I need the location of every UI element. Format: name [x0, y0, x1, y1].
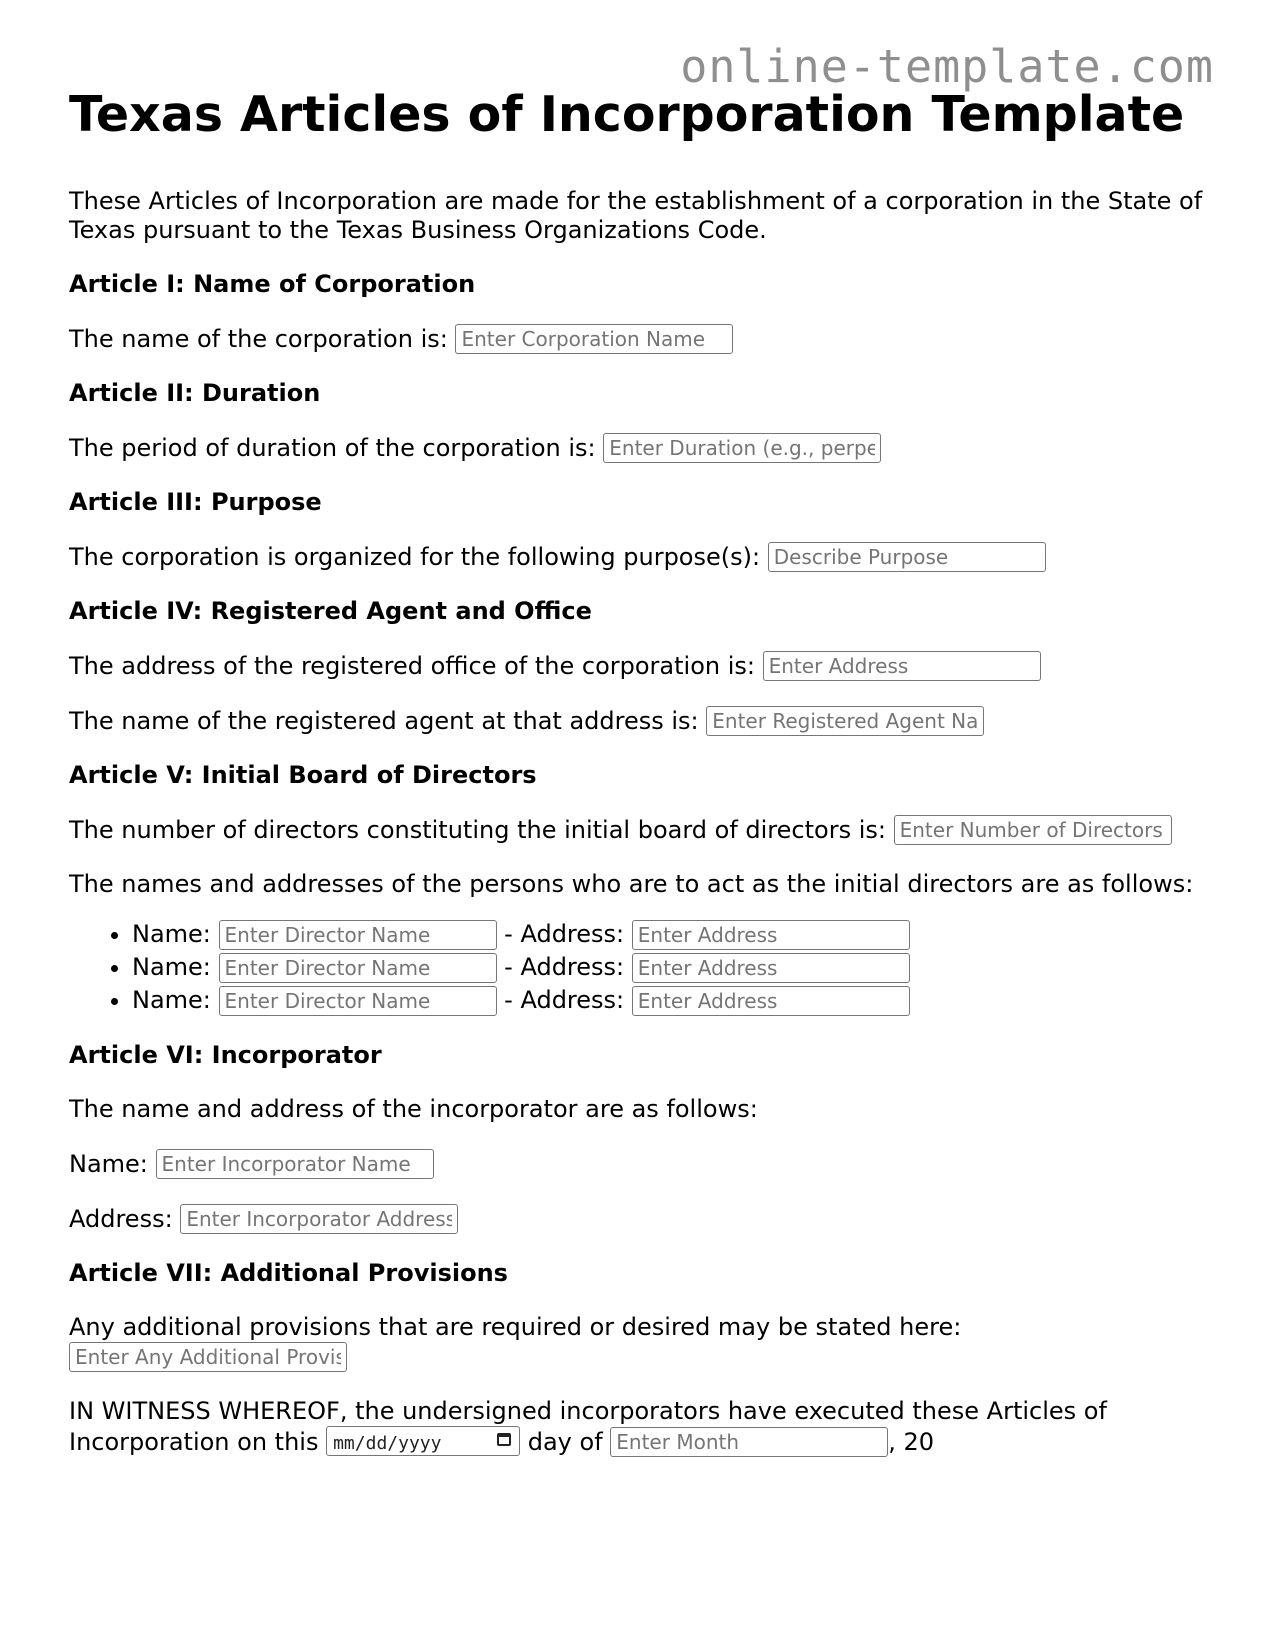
watermark: online-template.com [680, 40, 1214, 93]
incorporator-address-input[interactable] [180, 1204, 458, 1234]
calendar-icon[interactable] [497, 1433, 511, 1446]
agent-name-input[interactable] [706, 706, 984, 736]
director-2-name-input[interactable] [219, 953, 497, 983]
article-2-heading: Article II: Duration [69, 379, 321, 407]
duration-label: The period of duration of the corporation is: [69, 434, 596, 462]
director-name-label: Name: [132, 953, 211, 981]
director-name-label: Name: [132, 986, 211, 1014]
director-3-name-input[interactable] [219, 986, 497, 1016]
directors-list-intro: The names and addresses of the persons who are to act as the initial directors are as follows: [69, 870, 1194, 898]
corporation-name-label: The name of the corporation is: [69, 325, 448, 353]
article-3-line [69, 542, 1209, 572]
director-2-address-input[interactable] [632, 953, 910, 983]
article-1-line [69, 324, 1209, 354]
year-prefix: , 20 [888, 1428, 935, 1456]
director-1-address-input[interactable] [632, 920, 910, 950]
article-2-line [69, 433, 1209, 463]
duration-input[interactable] [603, 433, 881, 463]
provisions-input[interactable] [69, 1342, 347, 1372]
directors-list [69, 920, 1209, 1016]
directors-count-line [69, 815, 1209, 845]
director-address-label: - Address: [504, 986, 625, 1014]
witness-text: IN WITNESS WHEREOF, the undersigned incorporators have executed these Articles of Incorporation on this [69, 1397, 1107, 1456]
director-3-address-input[interactable] [632, 986, 910, 1016]
incorporator-address-line [69, 1204, 1209, 1234]
purpose-input[interactable] [768, 542, 1046, 572]
incorporator-name-line [69, 1149, 1209, 1179]
article-3-heading: Article III: Purpose [69, 488, 322, 516]
agent-line [69, 706, 1209, 736]
director-address-label: - Address: [504, 920, 625, 948]
director-row-2 [132, 953, 1209, 983]
witness-paragraph [69, 1397, 1209, 1457]
office-address-input[interactable] [763, 651, 1041, 681]
agent-name-label: The name of the registered agent at that address is: [69, 707, 699, 735]
director-row-3 [132, 986, 1209, 1016]
article-7-heading: Article VII: Additional Provisions [69, 1259, 508, 1287]
office-address-label: The address of the registered office of the corporation is: [69, 652, 755, 680]
director-name-label: Name: [132, 920, 211, 948]
provisions-line [69, 1313, 1209, 1372]
document [69, 86, 1209, 1457]
intro-paragraph: These Articles of Incorporation are made for the establishment of a corporation in the State of Texas pursuant to the Texas Business Organizations Code. [69, 187, 1203, 244]
article-4-heading: Article IV: Registered Agent and Office [69, 597, 592, 625]
corporation-name-input[interactable] [455, 324, 733, 354]
incorporator-intro: The name and address of the incorporator are as follows: [69, 1095, 758, 1123]
office-line [69, 651, 1209, 681]
director-address-label: - Address: [504, 953, 625, 981]
purpose-label: The corporation is organized for the following purpose(s): [69, 543, 761, 571]
day-of-label: day of [527, 1428, 603, 1456]
directors-count-label: The number of directors constituting the initial board of directors is: [69, 816, 886, 844]
director-row-1 [132, 920, 1209, 950]
article-5-heading: Article V: Initial Board of Directors [69, 761, 537, 789]
provisions-label: Any additional provisions that are required or desired may be stated here: [69, 1313, 962, 1341]
incorporator-name-input[interactable] [156, 1149, 434, 1179]
execution-date-input[interactable] [326, 1426, 520, 1456]
article-1-heading: Article I: Name of Corporation [69, 270, 476, 298]
director-1-name-input[interactable] [219, 920, 497, 950]
incorporator-name-label: Name: [69, 1150, 148, 1178]
directors-count-input[interactable] [894, 815, 1172, 845]
incorporator-address-label: Address: [69, 1205, 173, 1233]
article-6-heading: Article VI: Incorporator [69, 1041, 382, 1069]
date-placeholder: mm/dd/yyyy [333, 1433, 442, 1454]
month-input[interactable] [610, 1427, 888, 1457]
page-title: Texas Articles of Incorporation Template [69, 86, 1185, 143]
